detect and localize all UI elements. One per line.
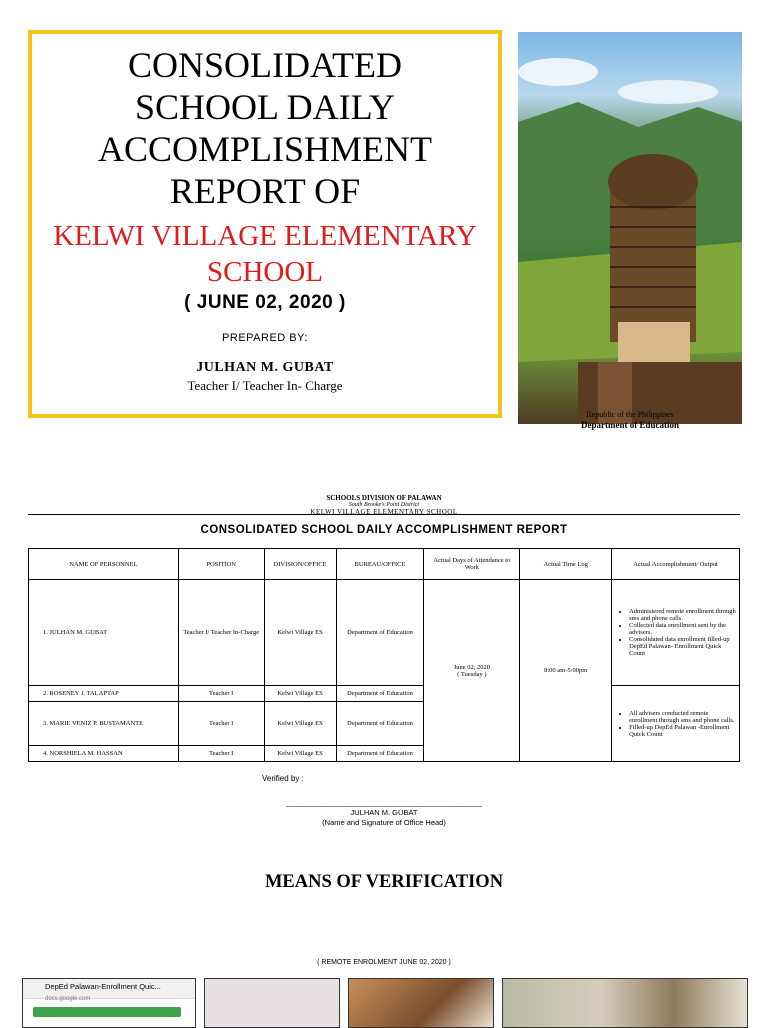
woven-basket-illustration bbox=[518, 32, 742, 424]
signatory-name: JULHAN M. GUBAT bbox=[350, 808, 418, 817]
personnel-bureau: Department of Education bbox=[336, 746, 424, 762]
personnel-position: Teacher I bbox=[178, 702, 264, 746]
photo-caption bbox=[518, 410, 742, 430]
table-row bbox=[29, 580, 740, 686]
table-row bbox=[29, 686, 740, 702]
personnel-name: 3. MARIE VENIZ P. BUSTAMANTE bbox=[29, 702, 179, 746]
report-heading: CONSOLIDATED SCHOOL DAILY ACCOMPLISHMENT REPORT bbox=[200, 524, 568, 536]
accomplishment-list bbox=[615, 608, 736, 657]
personnel-position: Teacher I/ Teacher In-Charge bbox=[178, 580, 264, 686]
header-divider bbox=[28, 514, 740, 515]
personnel-name: 2. ROSENEY J. TALAPTAP bbox=[29, 686, 179, 702]
division-name: SCHOOLS DIVISION OF PALAWAN bbox=[326, 494, 442, 502]
column-header: DIVISION/OFFICE bbox=[264, 549, 336, 580]
photo-thumbnail-teacher bbox=[348, 978, 494, 1028]
browser-tab-title: DepEd Palawan-Enrollment Quic... bbox=[23, 979, 195, 999]
signature-line: _______________________________________________ bbox=[285, 798, 483, 807]
form-header-bar bbox=[33, 1007, 181, 1017]
column-header: POSITION bbox=[178, 549, 264, 580]
school-name-line: KELWI VILLAGE ELEMENTARY bbox=[53, 220, 477, 252]
signature-block bbox=[0, 798, 768, 828]
personnel-division: Kelwi Village ES bbox=[264, 580, 336, 686]
browser-url: docs.google.com bbox=[45, 996, 91, 1002]
personnel-position: Teacher I bbox=[178, 686, 264, 702]
prepared-by-label: PREPARED BY: bbox=[222, 332, 308, 344]
cover-title-line: ACCOMPLISHMENT bbox=[97, 129, 433, 169]
list-item: • Filled-up DepEd Palawan -Enrollment Quick Count bbox=[629, 724, 736, 738]
verified-by-label: Verified by : bbox=[262, 774, 304, 783]
preparer-role: Teacher I/ Teacher In- Charge bbox=[187, 378, 343, 393]
personnel-position: Teacher I bbox=[178, 746, 264, 762]
district-name: South Brooke's Point District bbox=[348, 502, 420, 508]
attendance-cell bbox=[424, 580, 520, 762]
photo-thumbnail-teacher-outdoor bbox=[502, 978, 748, 1028]
column-header: Actual Time Log bbox=[520, 549, 612, 580]
accomplishment-list bbox=[615, 710, 736, 738]
personnel-division: Kelwi Village ES bbox=[264, 686, 336, 702]
cover-title-line: CONSOLIDATED bbox=[128, 45, 402, 85]
column-header: BUREAU/OFFICE bbox=[336, 549, 424, 580]
report-date: ( JUNE 02, 2020 ) bbox=[184, 292, 346, 313]
personnel-bureau: Department of Education bbox=[336, 580, 424, 686]
personnel-division: Kelwi Village ES bbox=[264, 702, 336, 746]
accomplishment-cell bbox=[612, 686, 740, 762]
cover-photo bbox=[518, 32, 742, 424]
cover-box bbox=[28, 30, 502, 418]
means-of-verification-title: MEANS OF VERIFICATION bbox=[264, 872, 504, 892]
photo-thumbnail-document bbox=[204, 978, 340, 1028]
school-name bbox=[32, 218, 498, 290]
caption-department: Department of Education bbox=[581, 420, 679, 430]
accomplishment-table bbox=[28, 548, 740, 762]
column-header: Actual Days of Attendance to Work bbox=[424, 549, 520, 580]
preparer-name: JULHAN M. GUBAT bbox=[196, 360, 334, 375]
cover-title bbox=[32, 44, 498, 212]
caption-republic: Republic of the Philippines bbox=[586, 410, 674, 419]
table-header-row bbox=[29, 549, 740, 580]
time-log-cell: 8:00 am-5:00pm bbox=[520, 580, 612, 762]
accomplishment-cell bbox=[612, 580, 740, 686]
personnel-division: Kelwi Village ES bbox=[264, 746, 336, 762]
personnel-bureau: Department of Education bbox=[336, 686, 424, 702]
attendance-date: June 02, 2020 bbox=[453, 663, 491, 671]
signatory-role: (Name and Signature of Office Head) bbox=[322, 818, 446, 827]
list-item: • Administered remote enrollment through sms and phone calls. bbox=[629, 608, 736, 622]
column-header: Actual Accomplishment/ Output bbox=[612, 549, 740, 580]
list-item: • Consolidated data enrollment filled-up DepEd Palawan- Enrollment Quick Count bbox=[629, 636, 736, 657]
column-header: NAME OF PERSONNEL bbox=[29, 549, 179, 580]
personnel-name: 1. JULHAN M. GUBAT bbox=[29, 580, 179, 686]
school-name-line: SCHOOL bbox=[206, 256, 323, 288]
screenshot-thumbnail-form bbox=[22, 978, 196, 1028]
mov-caption: ( REMOTE ENROLMENT JUNE 02, 2020 ) bbox=[317, 959, 451, 966]
cover-title-line: SCHOOL DAILY bbox=[134, 87, 396, 127]
list-item: • Collected data enrollment sent by the advisers. bbox=[629, 622, 736, 636]
document-header bbox=[0, 494, 768, 516]
list-item: • All advisers conducted remote enrollment through sms and phone calls. bbox=[629, 710, 736, 724]
school-header-name: KELWI VILLAGE ELEMENTARY SCHOOL bbox=[310, 508, 458, 516]
attendance-day: ( Tuesday ) bbox=[457, 670, 487, 678]
personnel-bureau: Department of Education bbox=[336, 702, 424, 746]
cover-title-line: REPORT OF bbox=[169, 171, 361, 211]
personnel-name: 4. NORSHIELA M. HASSAN bbox=[29, 746, 179, 762]
